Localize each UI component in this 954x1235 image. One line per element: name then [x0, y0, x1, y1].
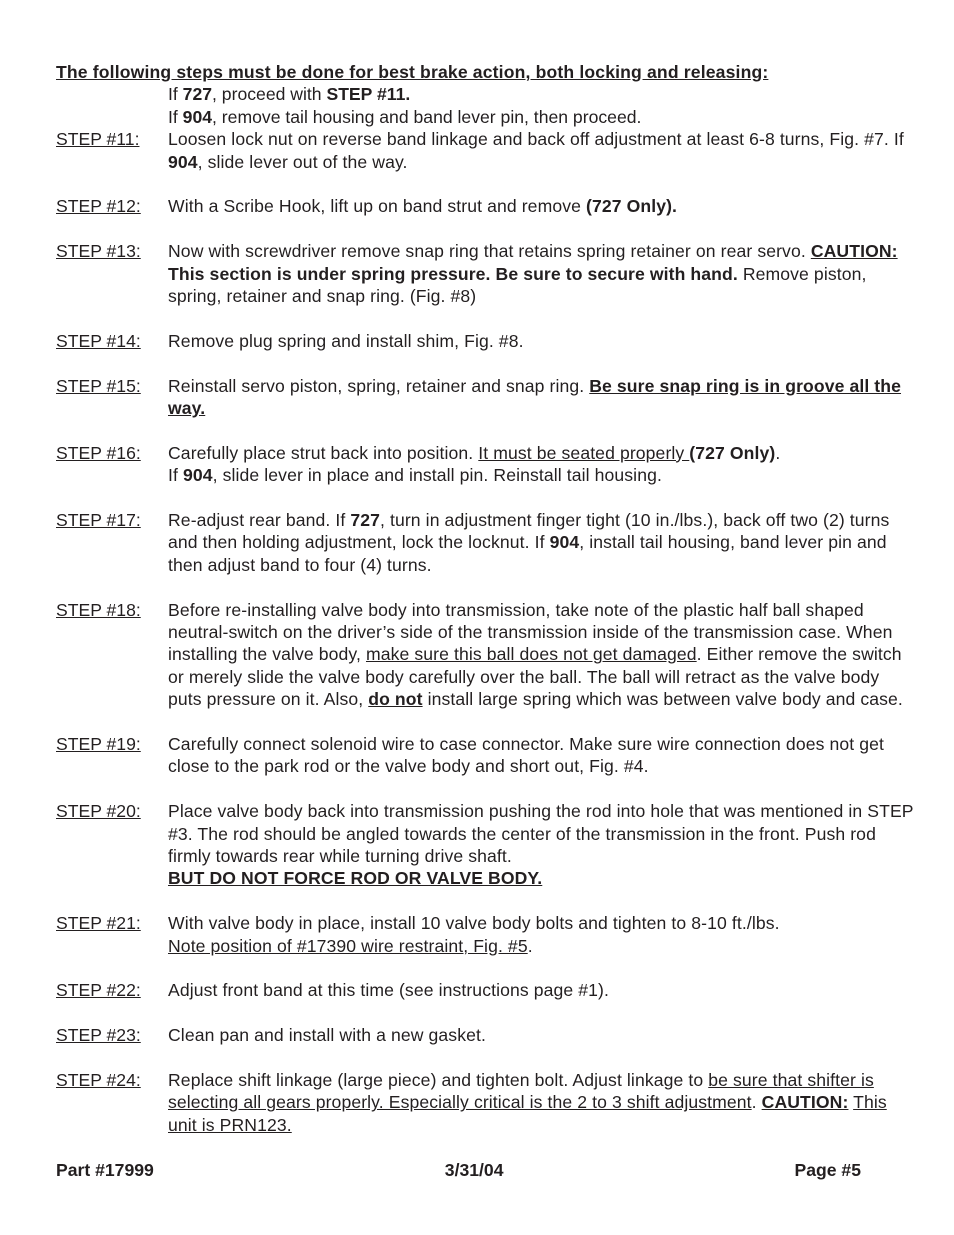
step-text: Now with screwdriver remove snap ring that retains spring retainer on rear servo. CAUTION: This section is under spring pressure. Be sure to secure with hand. Remove piston, spring, retainer and snap ring. (Fig. #8) — [168, 241, 898, 307]
step-text: Remove plug spring and install shim, Fig. #8. — [168, 330, 524, 351]
part-number: Part #17999 — [56, 1160, 154, 1180]
step-text: Adjust front band at this time (see instructions page #1). — [168, 980, 609, 1001]
step-14 — [56, 330, 916, 352]
document-date: 3/31/04 — [444, 1160, 504, 1180]
caution-label: CAUTION: — [810, 241, 898, 262]
page-footer — [56, 1159, 861, 1181]
step-24 — [56, 1069, 916, 1136]
step-20 — [56, 800, 916, 890]
step-text: Re-adjust rear band. If 727, turn in adjustment finger tight (10 in./lbs.), back off two (2) turns and then holding adjustment, lock the locknut. If 904, install tail housing, band lever pin and then adjust band to four (4) turns. — [168, 510, 890, 575]
step-text: Carefully connect solenoid wire to case connector. Make sure wire connection does not get close to the park rod or the valve body and short out, Fig. #4. — [168, 734, 884, 777]
step-label: STEP #17: — [56, 510, 141, 531]
step-21 — [56, 912, 916, 957]
step-22 — [56, 979, 916, 1001]
step-label: STEP #21: — [56, 913, 141, 934]
step-text: Carefully place strut back into position. It must be seated properly (727 Only). If 904, slide lever in place and install pin. Reinstall tail housing. — [168, 442, 781, 486]
step-16 — [56, 442, 916, 487]
step-label: STEP #22: — [56, 980, 141, 1001]
step-label: STEP #13: — [56, 241, 141, 262]
step-label: STEP #24: — [56, 1070, 141, 1091]
step-label: STEP #12: — [56, 196, 141, 217]
step-label: STEP #15: — [56, 375, 141, 396]
step-label: STEP #19: — [56, 734, 141, 755]
step-19 — [56, 733, 916, 778]
step-label: STEP #11: — [56, 129, 140, 150]
step-text: With a Scribe Hook, lift up on band strut and remove (727 Only). — [168, 196, 678, 217]
step-label: STEP #18: — [56, 599, 141, 620]
step-18 — [56, 599, 916, 711]
step-text: Before re-installing valve body into transmission, take note of the plastic half ball shaped neutral-switch on the driver’s side of the transmission inside of the transmission case. When installing the valve body, make sure this ball does not get damaged. Either remove the switch or merely slide the valve body carefully over the ball. The ball will retract as the valve body puts pressure on it. Also, do not install large spring which was between valve body and case. — [168, 599, 903, 710]
page-number: Page #5 — [794, 1160, 861, 1180]
step-text: Replace shift linkage (large piece) and tighten bolt. Adjust linkage to be sure that shifter is selecting all gears properly. Especially critical is the 2 to 3 shift adjustment. CAUTION: This unit is PRN123. — [168, 1070, 887, 1135]
step-13 — [56, 240, 916, 307]
step-23 — [56, 1024, 916, 1046]
step-text: Loosen lock nut on reverse band linkage and back off adjustment at least 6-8 turns, Fig. #7. If 904, slide lever out of the way. — [168, 129, 904, 172]
step-11 — [56, 128, 916, 173]
caution-label: CAUTION: — [761, 1092, 849, 1113]
step-15 — [56, 375, 916, 420]
step-label: STEP #23: — [56, 1025, 141, 1046]
section-heading: The following steps must be done for best brake action, both locking and releasing: — [56, 62, 769, 82]
step-text: Clean pan and install with a new gasket. — [168, 1025, 486, 1046]
intro-line-904: If 904, remove tail housing and band lever pin, then proceed. — [168, 106, 642, 127]
step-text: Reinstall servo piston, spring, retainer and snap ring. Be sure snap ring is in groove all the way. — [168, 375, 902, 419]
intro-line-727: If 727, proceed with STEP #11. — [168, 84, 411, 105]
step-label: STEP #16: — [56, 442, 141, 463]
step-17 — [56, 509, 916, 576]
step-text: With valve body in place, install 10 valve body bolts and tighten to 8-10 ft./lbs. Note position of #17390 wire restraint, Fig. #5. — [168, 913, 780, 956]
step-text: Place valve body back into transmission pushing the rod into hole that was mentioned in STEP #3. The rod should be angled towards the center of the transmission in the front. Push rod firmly towards rear while turning drive shaft. BUT DO NOT FORCE ROD OR VALVE BODY. — [168, 801, 914, 889]
step-12 — [56, 195, 916, 217]
step-label: STEP #14: — [56, 330, 141, 351]
instruction-document — [56, 61, 916, 1136]
step-label: STEP #20: — [56, 801, 141, 822]
